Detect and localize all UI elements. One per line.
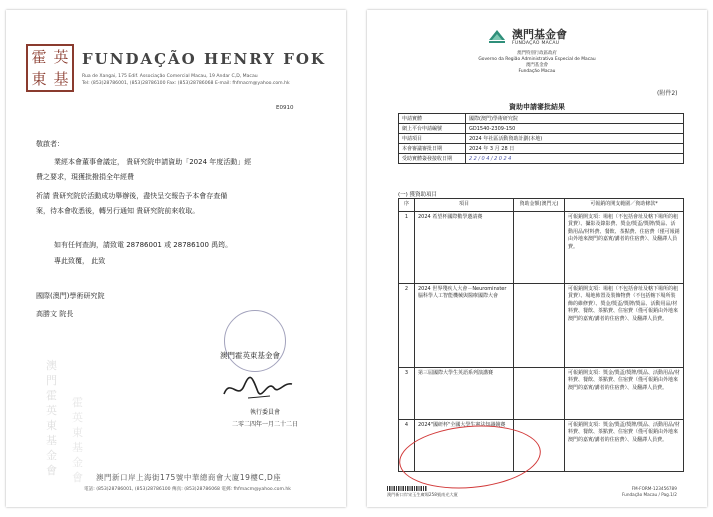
macau-foundation-form — [367, 10, 707, 507]
form-org-name-pt: FUNDAÇÃO MACAU — [512, 41, 560, 46]
reference-number: E0910 — [276, 105, 294, 111]
annex-label: (附件2) — [657, 90, 678, 97]
gov-line: Governo da Região Administrativa Especial de Macau — [478, 57, 596, 62]
item-no: 1 — [399, 211, 415, 283]
form-org-name: 澳門基金會 — [512, 28, 567, 41]
application-info-table — [398, 113, 684, 164]
table-row — [399, 124, 684, 134]
recipient-person: 高勝文 院長 — [36, 310, 74, 318]
seal-char: 英 — [53, 48, 69, 66]
contact-line: Tel: (853)28786001, (853)28786100 Fax: (853)28786068 E-mail: fhfmacm@yahoo.com.hk — [82, 81, 290, 86]
item-scope: 可報銷開支項：場租（不包括會址及轄下場所的租賃費）、場地佈置及裝飾物費（不包括轄下場所裝飾的維修費）、獎金/獎盃/獎牌/獎品、活動用品/材料費、餐飲、茶點費、住宿費（僅可報銷由外地來澳門的嘉賓/講者的住宿費）、及翻譯人員費。 — [565, 283, 684, 367]
table-row — [399, 367, 684, 419]
gov-line: 澳門特別行政區政府 — [517, 51, 557, 56]
form-footer-left: 澳門新口岸宋玉生廣場258號南光大廈 — [387, 492, 458, 497]
table-header-row — [399, 199, 684, 212]
item-amount — [514, 367, 565, 419]
handwritten-signature — [218, 372, 298, 404]
seal-char: 東 — [31, 70, 47, 88]
seal-char: 基 — [53, 70, 69, 88]
info-value: 國際(澳門)學術研究院 — [466, 114, 684, 124]
footer-page: Fundação Macau / Pag.1/2 — [622, 492, 677, 497]
item-no: 4 — [399, 419, 415, 471]
table-row — [399, 144, 684, 154]
watermark-text: 澳門霍英東基金會 — [46, 359, 57, 477]
seal-char: 霍 — [31, 48, 47, 66]
table-row — [399, 283, 684, 367]
items-heading: (一) 獲資助項目 — [398, 192, 438, 198]
item-no: 2 — [399, 283, 415, 367]
table-row — [399, 154, 684, 164]
info-value: GD1540-2309-150 — [466, 124, 684, 134]
footer-address: 澳門新口岸上海街175號中華總商會大廈19樓C,D座 — [96, 473, 282, 482]
info-key: 本會審議審批日期 — [399, 144, 466, 154]
watermark-text: 霍英東基金會 — [72, 396, 83, 484]
table-row — [399, 211, 684, 283]
info-key: 受助實體簽發接收日期 — [399, 154, 466, 164]
info-key: 申請項目 — [399, 134, 466, 144]
item-no: 3 — [399, 367, 415, 419]
item-amount — [514, 283, 565, 367]
column-header: 資助金額(澳門元) — [514, 199, 565, 212]
column-header: 序 — [399, 199, 415, 212]
letter-date: 二零二四年一月二十二日 — [232, 421, 299, 428]
signer-title: 執行委員會 — [250, 409, 281, 416]
column-header: 項目 — [415, 199, 514, 212]
letter-body-line: 費之要求，現獲批撥捐全年經費 — [36, 173, 134, 181]
info-value: 2024 年社區活動資助計劃(本地) — [466, 134, 684, 144]
form-footer-right — [622, 486, 677, 498]
footer-code: FM-FORM-123456789 — [631, 486, 677, 491]
footer-contact: 電話: (853)28786001, (853)28786100 傳真: (853)28786068 電郵: fhfmacm@yahoo.com.hk — [84, 487, 291, 492]
item-name: 2024 世界殘疾人大會－Neurominster 腦科學人工智能機械與醫療國際大會 — [415, 283, 514, 367]
info-key: 申請實體 — [399, 114, 466, 124]
item-name: 2024"國研杯"全國大學生憲法知識競賽 — [415, 419, 514, 471]
letter-body-line: 如有任何查詢，請致電 28786001 或 28786100 禹筠。 — [54, 241, 233, 249]
macau-foundation-logo-icon — [487, 26, 507, 46]
letter-body-line: 案，待本會收悉後，轉另行通知 貴研究院前來收取。 — [36, 207, 200, 215]
handwritten-date: 22/04/2024 — [466, 154, 684, 164]
letterhead-address — [82, 73, 332, 87]
foundation-seal-logo — [26, 44, 74, 92]
item-scope: 可報銷開支項：獎金/獎盃/獎牌/獎品、活動用品/材料費、餐飲、茶點費、住宿費（僅可報銷由外地來澳門的嘉賓/講者的住宿費）、及翻譯人員費。 — [565, 367, 684, 419]
section-title: 資助申請審批結果 — [509, 103, 565, 111]
letter-body-line: 業經本會董事會議定， 貴研究院申請資助「2024 年度活動」經 — [54, 158, 252, 166]
table-row — [399, 134, 684, 144]
info-key: 網上平台申請編號 — [399, 124, 466, 134]
column-header: 可報銷的開支範圍／資助條款* — [565, 199, 684, 212]
barcode-icon — [387, 486, 427, 491]
item-scope: 可報銷開支項：獎金/獎盃/獎牌/獎品、活動用品/材料費、餐飲、茶點費、住宿費（僅可報銷由外地來澳門的嘉賓/講者的住宿費）、及翻譯人員費。 — [565, 419, 684, 471]
letterhead-org-name: FUNDAÇÃO HENRY FOK — [82, 50, 326, 68]
item-name: 2024 希望杯國際數學邀請賽 — [415, 211, 514, 283]
info-value: 2024 年 3 月 28 日 — [466, 144, 684, 154]
address-line: Rua de Xangai, 175 Edif. Associação Comercial Macau, 19 Andar C,D, Macau — [82, 74, 258, 79]
item-amount — [514, 211, 565, 283]
henry-fok-letter — [6, 10, 346, 507]
gov-line: 澳門基金會 — [526, 63, 548, 68]
sender-name: 澳門霍英東基金會 — [220, 351, 280, 360]
letter-body-line: 祈請 貴研究院於活動成功舉辦後，盡快呈交報告予本會存查備 — [36, 192, 228, 200]
letter-greeting: 敬啟者： — [36, 140, 64, 148]
foundation-stamp — [224, 310, 286, 372]
government-header — [467, 51, 607, 75]
letter-body-line: 專此致覆， 此致 — [54, 257, 106, 265]
table-row — [399, 114, 684, 124]
item-name: 第三屆國際大學生英語系列演講賽 — [415, 367, 514, 419]
item-scope: 可報銷開支項：場租（不包括會址及轄下場所的租賃費）、攝影及錄影費、獎金/獎盃/獎牌/獎品、活動用品/材料費、餐飲、茶點費、住宿費（僅可報銷由外地來澳門的嘉賓/講者的住宿費）、及翻譯人員費。 — [565, 211, 684, 283]
recipient-org: 國際(澳門)學術研究院 — [36, 292, 105, 300]
gov-line: Fundação Macau — [518, 69, 556, 74]
